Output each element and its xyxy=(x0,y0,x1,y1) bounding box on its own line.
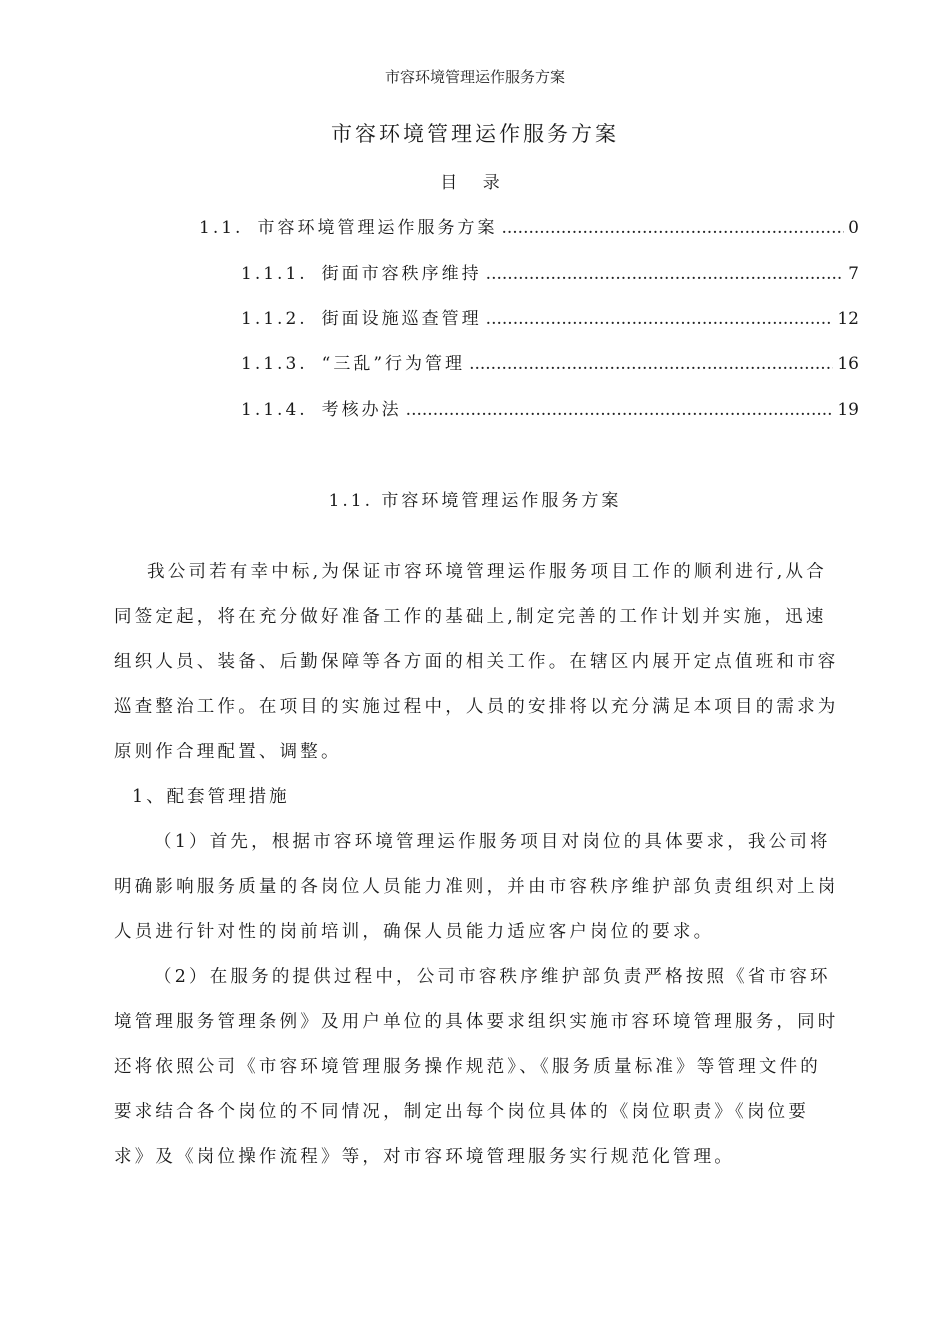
document-title: 市容环境管理运作服务方案 xyxy=(331,122,619,146)
toc-entry[interactable] xyxy=(241,304,859,329)
toc-entry[interactable] xyxy=(241,349,859,374)
toc-entry-label: “三乱”行为管理 xyxy=(321,354,466,374)
toc-entry-number: 1.1.2. xyxy=(241,309,308,329)
toc-entry-number: 1.1.3. xyxy=(241,354,308,374)
toc-entry-number: 1.1. xyxy=(199,218,244,238)
paragraph-line: 明确影响服务质量的各岗位人员能力准则，并由市容秩序维护部负责组织对上岗 xyxy=(114,877,839,897)
toc-entry-page: 7 xyxy=(848,264,859,284)
toc-leader-dots xyxy=(486,309,834,329)
subsection-heading: 1、配套管理措施 xyxy=(132,787,290,807)
toc-leader-dots xyxy=(406,400,834,420)
toc-entry-number: 1.1.4. xyxy=(241,400,308,420)
toc-entry-label: 考核办法 xyxy=(321,400,402,420)
paragraph-line: 组织人员、装备、后勤保障等各方面的相关工作。在辖区内展开定点值班和市容 xyxy=(114,652,839,672)
paragraph-line: 境管理服务管理条例》及用户单位的具体要求组织实施市容环境管理服务，同时 xyxy=(114,1012,839,1032)
toc-entry[interactable] xyxy=(241,395,859,420)
toc-entry-page: 19 xyxy=(837,400,859,420)
toc-entry-label: 街面设施巡查管理 xyxy=(321,309,482,329)
paragraph-line: 还将依照公司《市容环境管理服务操作规范》、《服务质量标准》等管理文件的 xyxy=(114,1057,821,1077)
paragraph-line: 人员进行针对性的岗前培训，确保人员能力适应客户岗位的要求。 xyxy=(114,922,715,942)
section-heading: 1.1. 市容环境管理运作服务方案 xyxy=(328,491,622,511)
toc-leader-dots xyxy=(469,354,833,374)
toc-entry-label: 街面市容秩序维持 xyxy=(321,264,482,284)
toc-entry[interactable] xyxy=(241,259,859,284)
toc-leader-dots xyxy=(486,264,845,284)
toc-heading: 目 录 xyxy=(440,173,510,193)
running-header: 市容环境管理运作服务方案 xyxy=(384,68,565,86)
paragraph-line: （1）首先，根据市容环境管理运作服务项目对岗位的具体要求，我公司将 xyxy=(154,832,831,852)
toc-entry-page: 12 xyxy=(837,309,859,329)
paragraph-line: 要求结合各个岗位的不同情况，制定出每个岗位具体的《岗位职责》《岗位要 xyxy=(114,1102,810,1122)
toc-entry-page: 16 xyxy=(837,354,859,374)
paragraph-line: 原则作合理配置、调整。 xyxy=(114,742,342,762)
toc-entry[interactable] xyxy=(199,213,859,238)
paragraph-line: （2）在服务的提供过程中，公司市容秩序维护部负责严格按照《省市容环 xyxy=(154,967,831,987)
toc-entry-page: 0 xyxy=(848,218,859,238)
paragraph-line: 求》及《岗位操作流程》等，对市容环境管理服务实行规范化管理。 xyxy=(114,1147,735,1167)
paragraph-line: 同签定起，将在充分做好准备工作的基础上,制定完善的工作计划并实施，迅速 xyxy=(114,607,827,627)
toc-entry-label: 市容环境管理运作服务方案 xyxy=(257,218,498,238)
paragraph-line: 巡查整治工作。在项目的实施过程中，人员的安排将以充分满足本项目的需求为 xyxy=(114,697,839,717)
paragraph-line: 我公司若有幸中标,为保证市容环境管理运作服务项目工作的顺利进行,从合 xyxy=(147,562,827,582)
toc-leader-dots xyxy=(501,218,844,238)
toc-entry-number: 1.1.1. xyxy=(241,264,308,284)
